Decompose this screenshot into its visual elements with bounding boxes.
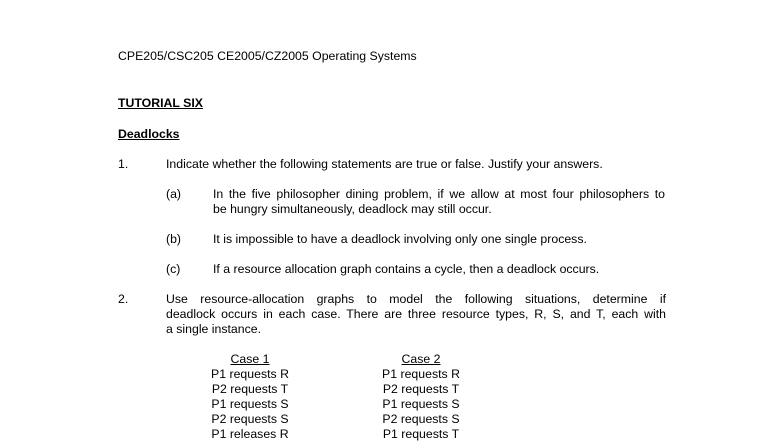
q1-part-c-label: (c) [166,262,181,276]
tutorial-title: TUTORIAL SIX [118,96,203,110]
case1-item: P1 requests R [211,367,289,381]
q2-number: 2. [118,292,129,306]
q1-text: Indicate whether the following statements are true or false. Justify your answers. [166,157,603,171]
course-header: CPE205/CSC205 CE2005/CZ2005 Operating Systems [118,49,417,63]
section-title: Deadlocks [118,127,180,141]
case1-item: P1 requests S [211,397,289,411]
q1-part-a-line2: be hungry simultaneously, deadlock may still occur. [213,202,492,216]
q2-line1: Use resource-allocation graphs to model the following situations, determine if [166,292,666,306]
q2-line2: deadlock occurs in each case. There are three resource types, R, S, and T, each with [166,307,666,321]
case1-item: P2 requests T [211,382,289,396]
q1-part-b-label: (b) [166,232,182,246]
q1-part-c-text: If a resource allocation graph contains a cycle, then a deadlock occurs. [213,262,600,276]
q1-part-b-text: It is impossible to have a deadlock involving only one single process. [213,232,587,246]
case2-item: P1 requests R [382,367,460,381]
case2-item: P1 requests S [382,397,460,411]
case1-item: P2 requests S [211,412,289,426]
case2-item: P1 requests T [382,427,460,441]
case2-item: P2 requests T [382,382,460,396]
case2-item: P2 requests S [382,412,460,426]
case1-title: Case 1 [230,352,270,366]
q1-part-a-label: (a) [166,187,182,201]
q1-part-a-line1: In the five philosopher dining problem, if we allow at most four philosophers to [213,187,665,201]
q1-number: 1. [118,157,129,171]
case2-title: Case 2 [401,352,441,366]
case1-item: P1 releases R [211,427,289,441]
q2-line3: a single instance. [166,322,262,336]
